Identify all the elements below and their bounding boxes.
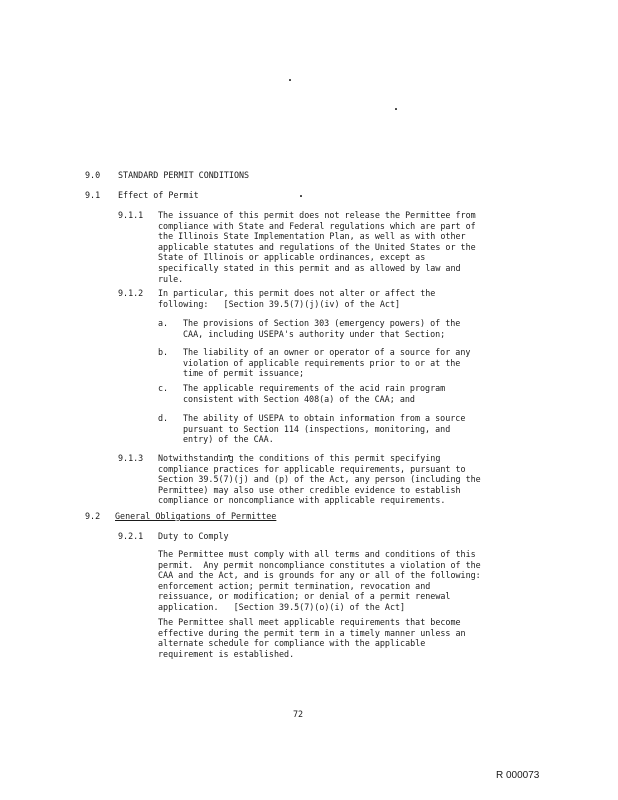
condition-paragraph bbox=[158, 549, 481, 613]
list-item-text bbox=[183, 383, 445, 404]
text-line: specifically stated in this permit and as allowed by law and bbox=[158, 262, 461, 273]
condition-number: 9.1.3 bbox=[118, 453, 144, 463]
text-line: application. [Section 39.5(7)(o)(i) of the Act] bbox=[158, 601, 406, 612]
condition-number: 9.1.1 bbox=[118, 210, 144, 220]
text-line: compliance or noncompliance with applicable requirements. bbox=[158, 495, 446, 506]
condition-heading: Duty to Comply bbox=[158, 531, 229, 541]
text-line: consistent with Section 408(a) of the CAA; and bbox=[183, 393, 415, 404]
text-line: Notwithstanding the conditions of this permit specifying bbox=[158, 453, 441, 463]
condition-paragraph bbox=[158, 617, 466, 659]
condition-number: 9.1.2 bbox=[118, 288, 144, 298]
text-line: State of Illinois or applicable ordinances, except as bbox=[158, 252, 426, 263]
text-line: reissuance, or modification; or denial of a permit renewal bbox=[158, 591, 451, 602]
scan-speck bbox=[300, 195, 302, 197]
text-line: The provisions of Section 303 (emergency powers) of the bbox=[183, 318, 461, 328]
condition-number: 9.2.1 bbox=[118, 531, 144, 541]
condition-text bbox=[158, 453, 481, 506]
text-line: compliance with State and Federal regulations which are part of bbox=[158, 220, 476, 231]
text-line: compliance practices for applicable requirements, pursuant to bbox=[158, 463, 466, 474]
section-heading: STANDARD PERMIT CONDITIONS bbox=[118, 170, 250, 180]
list-item-text bbox=[183, 318, 460, 339]
scan-speck bbox=[289, 79, 291, 81]
text-line: rule. bbox=[158, 273, 184, 284]
text-line: requirement is established. bbox=[158, 648, 295, 659]
text-line: alternate schedule for compliance with the applicable bbox=[158, 638, 426, 649]
text-line: entry) of the CAA. bbox=[183, 434, 274, 445]
condition-text bbox=[158, 210, 476, 284]
text-line: permit. Any permit noncompliance constitutes a violation of the bbox=[158, 559, 481, 570]
text-line: effective during the permit term in a timely manner unless an bbox=[158, 627, 466, 638]
section-heading: Effect of Permit bbox=[118, 190, 199, 200]
text-line: CAA, including USEPA's authority under that Section; bbox=[183, 328, 446, 339]
bates-number: R 000073 bbox=[496, 770, 540, 781]
page-number: 72 bbox=[293, 709, 304, 719]
text-line: The Permittee must comply with all terms and conditions of this bbox=[158, 549, 476, 559]
text-line: Section 39.5(7)(j) and (p) of the Act, any person (including the bbox=[158, 474, 481, 485]
text-line: violation of applicable requirements prior to or at the bbox=[183, 357, 461, 368]
text-line: The liability of an owner or operator of a source for any bbox=[183, 347, 471, 357]
text-line: The issuance of this permit does not release the Permittee from bbox=[158, 210, 476, 220]
text-line: The ability of USEPA to obtain information from a source bbox=[183, 413, 466, 423]
scan-speck bbox=[395, 108, 397, 110]
text-line: enforcement action; permit termination, revocation and bbox=[158, 580, 431, 591]
text-line: following: [Section 39.5(7)(j)(iv) of the Act] bbox=[158, 298, 401, 309]
list-item-letter: c. bbox=[158, 383, 169, 393]
text-line: time of permit issuance; bbox=[183, 368, 305, 379]
text-line: Permittee) may also use other credible evidence to establish bbox=[158, 484, 461, 495]
list-item-letter: b. bbox=[158, 347, 169, 357]
list-item-letter: a. bbox=[158, 318, 169, 328]
section-heading: General Obligations of Permittee bbox=[115, 511, 277, 521]
condition-text bbox=[158, 288, 435, 309]
text-line: In particular, this permit does not alter or affect the bbox=[158, 288, 436, 298]
section-number: 9.2 bbox=[85, 511, 101, 521]
text-line: applicable statutes and regulations of the United States or the bbox=[158, 241, 476, 252]
section-number: 9.0 bbox=[85, 170, 101, 180]
text-line: the Illinois State Implementation Plan, as well as with other bbox=[158, 231, 466, 242]
section-number: 9.1 bbox=[85, 190, 101, 200]
list-item-text bbox=[183, 347, 470, 379]
text-line: The applicable requirements of the acid rain program bbox=[183, 383, 446, 393]
text-line: pursuant to Section 114 (inspections, monitoring, and bbox=[183, 423, 451, 434]
list-item-letter: d. bbox=[158, 413, 169, 423]
text-line: CAA and the Act, and is grounds for any or all of the following: bbox=[158, 570, 481, 581]
text-line: The Permittee shall meet applicable requirements that become bbox=[158, 617, 461, 627]
list-item-text bbox=[183, 413, 465, 445]
